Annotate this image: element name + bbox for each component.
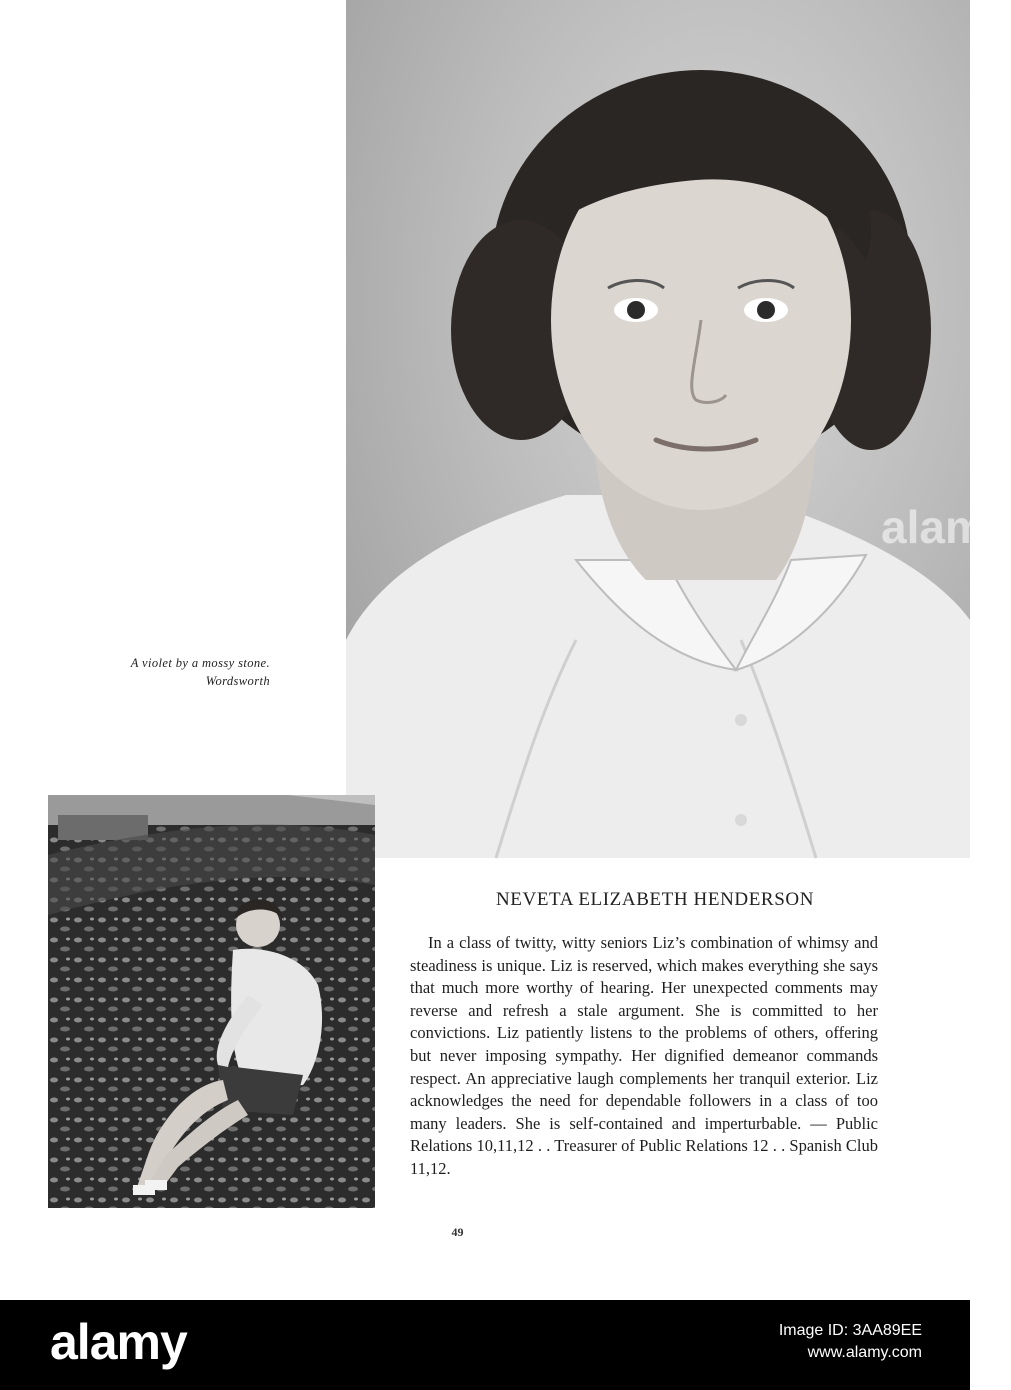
student-name-heading: NEVETA ELIZABETH HENDERSON (495, 889, 815, 910)
quote-text: A violet by a mossy stone. (130, 656, 270, 670)
student-biography: In a class of twitty, witty seniors Liz’s combination of whimsy and steadiness is unique. Liz is reserved, which makes everything she says that much more worthy of hearing. Her unexpected comments may reverse and refresh a stale argument. She is committed to her convictions. Liz patiently listens to the problems of others, offering but never imposing sympathy. Her dignified demeanor commands respect. An appreciative laugh complements her tranquil exterior. Liz acknowledges the need for dependable followers in a class of too many leaders. She is self-contained and imperturbable. — Public Relations 10,11,12 . . Treasurer of Public Relations 12 . . Spanish Club 11,12. (410, 933, 878, 1178)
watermark-text: alamy (881, 501, 1011, 553)
portrait-photo (346, 0, 1011, 858)
footer-logo: alamy (50, 1314, 187, 1370)
site-url-text: www.alamy.com (807, 1344, 922, 1361)
page-number: 49 (451, 1225, 464, 1239)
quote-author: Wordsworth (205, 674, 270, 688)
image-id-text: Image ID: 3AA89EE (778, 1322, 922, 1339)
footer-image-info (779, 1322, 922, 1362)
candid-photo (48, 795, 375, 1208)
epigraph-quote (60, 654, 270, 690)
